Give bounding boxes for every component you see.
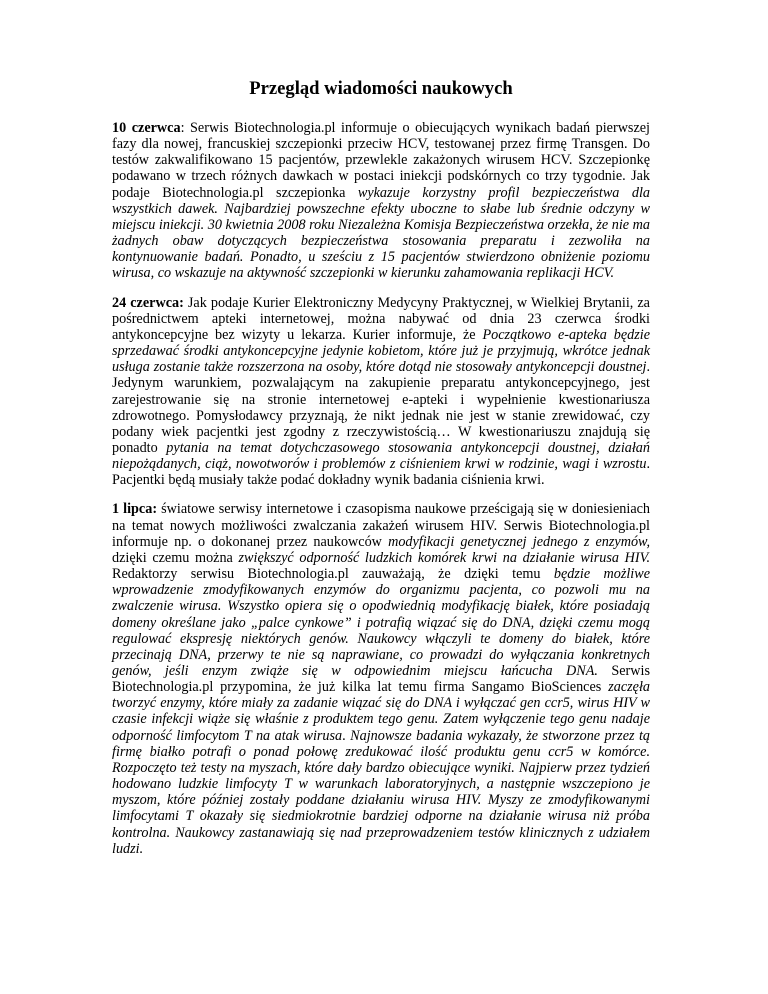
news-paragraph	[112, 120, 650, 282]
body-text: Jak podaje Kurier Elektroniczny Medycyny Praktycznej, w Wielkiej Brytanii, za pośrednictwem apteki internetowej, można nabywać od dnia 23 czerwca środki antykoncepcyjne bez wizyty u lekarza. Kurier informuje, że	[112, 294, 650, 343]
body-text: światowe serwisy internetowe i czasopisma naukowe prześcigają się w doniesieniach na temat nowych możliwości zwalczania zakażeń wirusem HIV. Serwis Biotechnologia.pl informuje np. o dokonanej przez naukowców	[112, 501, 651, 550]
body-text: Redaktorzy serwisu Biotechnologia.pl zauważają, że dzięki temu	[112, 566, 554, 583]
quoted-text: zaczęła tworzyć enzymy, które miały za zadanie wiązać się do DNA i wyłączać gen ccr5, wirus HIV w czasie infekcji wiąże się właśnie z produktem tego genu. Zatem wyłączenie tego genu nadaje odporność limfocytom T na atak wirusa	[112, 679, 650, 744]
document-page	[112, 78, 650, 870]
quoted-text: modyfikacji genetycznej jednego z enzymów,	[388, 533, 650, 550]
quoted-text: Najnowsze badania wykazały, że stworzone przez tą firmę białko potrafi o ponad połowę zredukować ilość produktu genu ccr5 w komórce. Rozpoczęto też testy na myszach, które dały bardzo obiecujące wyniki. Najpierw przez tydzień hodowano ludzkie limfocyty T w warunkach laboratoryjnych, a następnie wszczepiono je myszom, które później zostały poddane działaniu wirusa HIV. Myszy ze zmodyfikowanymi limfocytami T okazały się siedmiokrotnie bardziej odporne na działanie wirusa niż próba kontrolna. Naukowcy zastanawiają się nad przeprowadzeniem testów klinicznych z udziałem ludzi.	[112, 727, 651, 857]
quoted-text: wykazuje korzystny profil bezpieczeństwa dla wszystkich dawek. Najbardziej powszechne efekty uboczne to słabe lub średnie odczyny w miejscu iniekcji. 30 kwietnia 2008 roku Niezależna Komisja Bezpieczeństwa orzekła, że nie ma żadnych obaw dotyczących bezpieczeństwa stosowania preparatu i zezwoliła na kontynuowanie badań. Ponadto, u sześciu z 15 pacjentów stwierdzono obniżenie poziomu wirusa, co wskazuje na aktywność szczepionki w kierunku zahamowania replikacji HCV.	[112, 184, 650, 282]
news-date: 1 lipca:	[112, 501, 158, 518]
body-text: . Jedynym warunkiem, pozwalającym na zakupienie preparatu antykoncepcyjnego, jest zarejestrowanie się na stronie internetowej e-apteki i wypełnienie kwestionariusza zdrowotnego. Pomysłodawcy przyznają, że nikt jednak nie jest w stanie zrewidować, czy podany wiek pacjentki jest zgodny z rzeczywistością… W kwestionariuszu znajdują się ponadto	[112, 359, 650, 456]
body-text: .	[342, 727, 351, 744]
news-paragraph	[112, 295, 650, 489]
article-body	[112, 120, 650, 857]
page-title: Przegląd wiadomości naukowych	[249, 78, 513, 99]
quoted-text: będzie możliwe wprowadzenie zmodyfikowanych enzymów do organizmu pacjenta, co pozwoli mu na zwalczenie wirusa. Wszystko opiera się o opodwiednią modyfikację białek, które posiadają domeny określane jako „palce cynkowe” i potrafią wiązać się do DNA, dzięki czemu mogą regulować ekspresję niektórych genów. Naukowcy włączyli te domeny do białek, które przecinają DNA, przerwy te nie są naprawiane, co prowadzi do wyłączania konkretnych genów, jeśli enzym zwiąże się w odpowiednim miejscu łańcucha DNA.	[112, 566, 650, 679]
quoted-text: zwiększyć odporność ludzkich komórek krwi na działanie wirusa HIV.	[238, 549, 650, 566]
quoted-text: pytania na temat dotychczasowego stosowania antykoncepcji doustnej, działań niepożądanych, ciąż, nowotworów i problemów z ciśnieniem krwi w rodzinie, wagi i wzrostu	[112, 439, 650, 473]
news-date: 10 czerwca	[112, 120, 181, 136]
body-text: dzięki czemu można	[112, 549, 239, 566]
body-text: . Pacjentki będą musiały także podać dokładny wynik badania ciśnienia krwi.	[112, 456, 650, 489]
body-text: : Serwis Biotechnologia.pl informuje o obiecujących wynikach badań pierwszej fazy dla nowej, francuskiej szczepionki przeciw HCV, testowanej przez firmę Transgen. Do testów zakwalifikowano 15 pacjentów, przewlekle zakażonych wirusem HCV. Szczepionkę podawano w trzech różnych dawkach w postaci iniekcji podskórnych co trzy tygodnie. Jak podaje Biotechnologia.pl szczepionka	[112, 120, 650, 201]
body-text: Serwis Biotechnologia.pl przypomina, że już kilka lat temu firma Sangamo BioSciences	[112, 663, 650, 696]
quoted-text: Początkowo e-apteka będzie sprzedawać środki antykoncepcyjne jedynie kobietom, które już je przyjmują, wkrótce jednak usługa zostanie także rozszerzona na osoby, które dotąd nie stosowały antykoncepcji doustnej	[112, 326, 650, 376]
news-date: 24 czerwca:	[112, 294, 184, 311]
news-paragraph	[112, 501, 650, 856]
